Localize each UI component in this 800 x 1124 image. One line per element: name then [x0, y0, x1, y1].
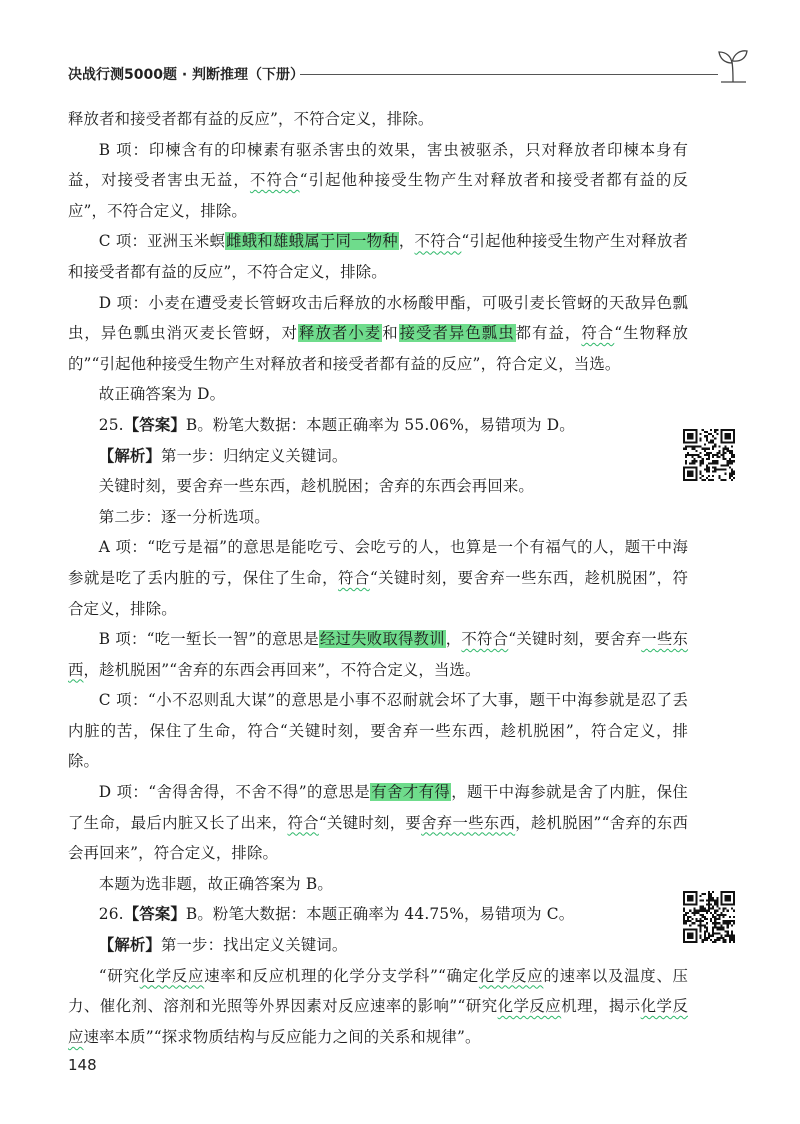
text: C 项：“小不忍则乱大谋”的意思是小事不忍耐就会坏了大事，题干中海参就是忍了丢内脏的苦，保住了生命，符合“关键时刻，要舍弃一些东西，趁机脱困”，符合定义，排除。 [68, 691, 688, 771]
analysis-tag: 【解析】 [98, 936, 161, 955]
highlight: 经过失败取得教训 [319, 630, 445, 649]
text: 的速率以及温度、压力、催化剂、溶剂和光照等外界因素对反应速率的影响”“研究 [68, 966, 689, 1016]
option-d-analysis [68, 777, 688, 869]
text: 和 [382, 324, 399, 343]
answer-text: B。粉笔大数据：本题正确率为 55.06%，易错项为 D。 [185, 415, 575, 434]
header-rule [300, 74, 718, 75]
text: D 项：“舍得舍得，不舍不得”的意思是 [98, 783, 371, 802]
text: 速率本质”“探求物质结构与反应能力之间的关系和规律”。 [83, 1027, 481, 1046]
answer-text: B。粉笔大数据：本题正确率为 44.75%，易错项为 C。 [185, 905, 575, 924]
text: ，题干中海参就是舍了内脏，保住了生命，最后内脏又长了出来， [68, 783, 688, 832]
option-d-analysis [68, 288, 688, 380]
paragraph [68, 104, 688, 135]
text: 关键时刻，要舍弃一些东西，趁机脱困；舍弃的东西会再回来。 [98, 477, 534, 496]
keyword-underline: 化学反应 [139, 966, 205, 985]
question-25-analysis [68, 441, 688, 472]
keyword-underline: 舍弃一些东西 [421, 813, 516, 832]
text: ，趁机脱困”“舍弃的东西会再回来”，不符合定义，当选。 [83, 660, 481, 679]
text: 都有益， [515, 324, 582, 343]
keyword-underline: 符合 [581, 324, 615, 343]
keyword-underline: 符合 [287, 813, 319, 832]
keyword-underline: 符合 [338, 568, 370, 587]
highlight: 释放者小麦 [299, 324, 382, 343]
option-a-analysis [68, 532, 688, 624]
answer-tag: 【答案】 [123, 415, 186, 434]
text: “关键时刻，要 [318, 813, 422, 832]
question-25-answer [68, 410, 688, 441]
page-number: 148 [68, 1056, 97, 1074]
book-title: 决战行测5000题 · 判断推理（下册） [68, 67, 305, 83]
text: B 项：“吃一堑长一智”的意思是 [98, 630, 319, 649]
highlight: 接受者异色瓢虫 [399, 324, 515, 343]
text: ， [445, 630, 462, 649]
keyword-underline: 不符合 [249, 171, 300, 190]
text: 第一步：归纳定义关键词。 [160, 446, 348, 465]
keyword-underline: 不符合 [461, 630, 509, 649]
option-c-analysis [68, 226, 688, 287]
highlight: 雌蛾和雄蛾属于同一物种 [226, 232, 398, 251]
option-b-analysis [68, 624, 688, 685]
conclusion [68, 869, 688, 900]
text: “引起他种接受生物产生对释放者和接受者都有益的反应”，不符合定义，排除。 [68, 171, 689, 220]
text: D 项：小麦在遭受麦长管蚜攻击后释放的水杨酸甲酯，可吸引麦长管蚜的天敌异色瓢虫，异色瓢虫消灭麦长管蚜，对 [68, 293, 688, 343]
text: 第一步：找出定义关键词。 [160, 936, 348, 955]
qr-code-icon[interactable] [683, 429, 735, 481]
conclusion [68, 379, 688, 410]
answer-body [68, 104, 688, 1052]
page-header [68, 62, 738, 90]
text: ， [398, 232, 415, 251]
keyword-underline: 化学反应 [497, 997, 562, 1016]
question-number: 26. [98, 905, 124, 924]
keyword-underline: 化学反应 [478, 966, 544, 985]
keyword-underline: 化学反应 [68, 997, 688, 1046]
text: C 项：亚洲玉米螟 [98, 232, 226, 251]
option-b-analysis [68, 135, 688, 227]
highlight: 有舍才有得 [371, 783, 451, 802]
analysis-tag: 【解析】 [98, 446, 161, 465]
text: 机理，揭示 [561, 997, 641, 1016]
text: A 项：“吃亏是福”的意思是能吃亏、会吃亏的人，也算是一个有福气的人，题干中海参就是吃了丢内脏的亏，保住了生命， [68, 538, 688, 587]
text: “关键时刻，要舍弃一些东西，趁机脱困”，符合定义，排除。 [68, 568, 688, 618]
text: “研究 [98, 966, 140, 985]
text: “生物释放的”“引起他种接受生物产生对释放者和接受者都有益的反应”，符合定义，当选。 [68, 324, 688, 373]
answer-tag: 【答案】 [123, 905, 186, 924]
text: “关键时刻，要舍弃 [508, 630, 642, 649]
keyword-underline: 一些东西 [68, 630, 689, 679]
sprout-icon [716, 48, 750, 84]
text: ，趁机脱困”“舍弃的东西会再回来”，符合定义，排除。 [68, 813, 688, 863]
option-c-analysis [68, 685, 688, 777]
text: 本题为选非题，故正确答案为 B。 [98, 874, 333, 893]
keywords [68, 961, 688, 1053]
keyword-underline: 不符合 [414, 232, 462, 251]
keywords [68, 471, 688, 502]
step-two [68, 502, 688, 533]
qr-code-icon[interactable] [683, 891, 735, 943]
text: “引起他种接受生物产生对释放者和接受者都有益的反应”，不符合定义，排除。 [68, 232, 688, 281]
text: 第二步：逐一分析选项。 [98, 507, 270, 526]
text: 故正确答案为 D。 [98, 385, 226, 404]
question-26-analysis [68, 930, 688, 961]
text: B 项：印楝含有的印楝素有驱杀害虫的效果，害虫被驱杀，只对释放者印楝本身有益，对接受者害虫无益， [68, 140, 688, 190]
question-number: 25. [98, 415, 124, 434]
text: 释放者和接受者都有益的反应”，不符合定义，排除。 [68, 110, 434, 128]
question-26-answer [68, 899, 688, 930]
text: 速率和反应机理的化学分支学科”“确定 [204, 966, 479, 985]
